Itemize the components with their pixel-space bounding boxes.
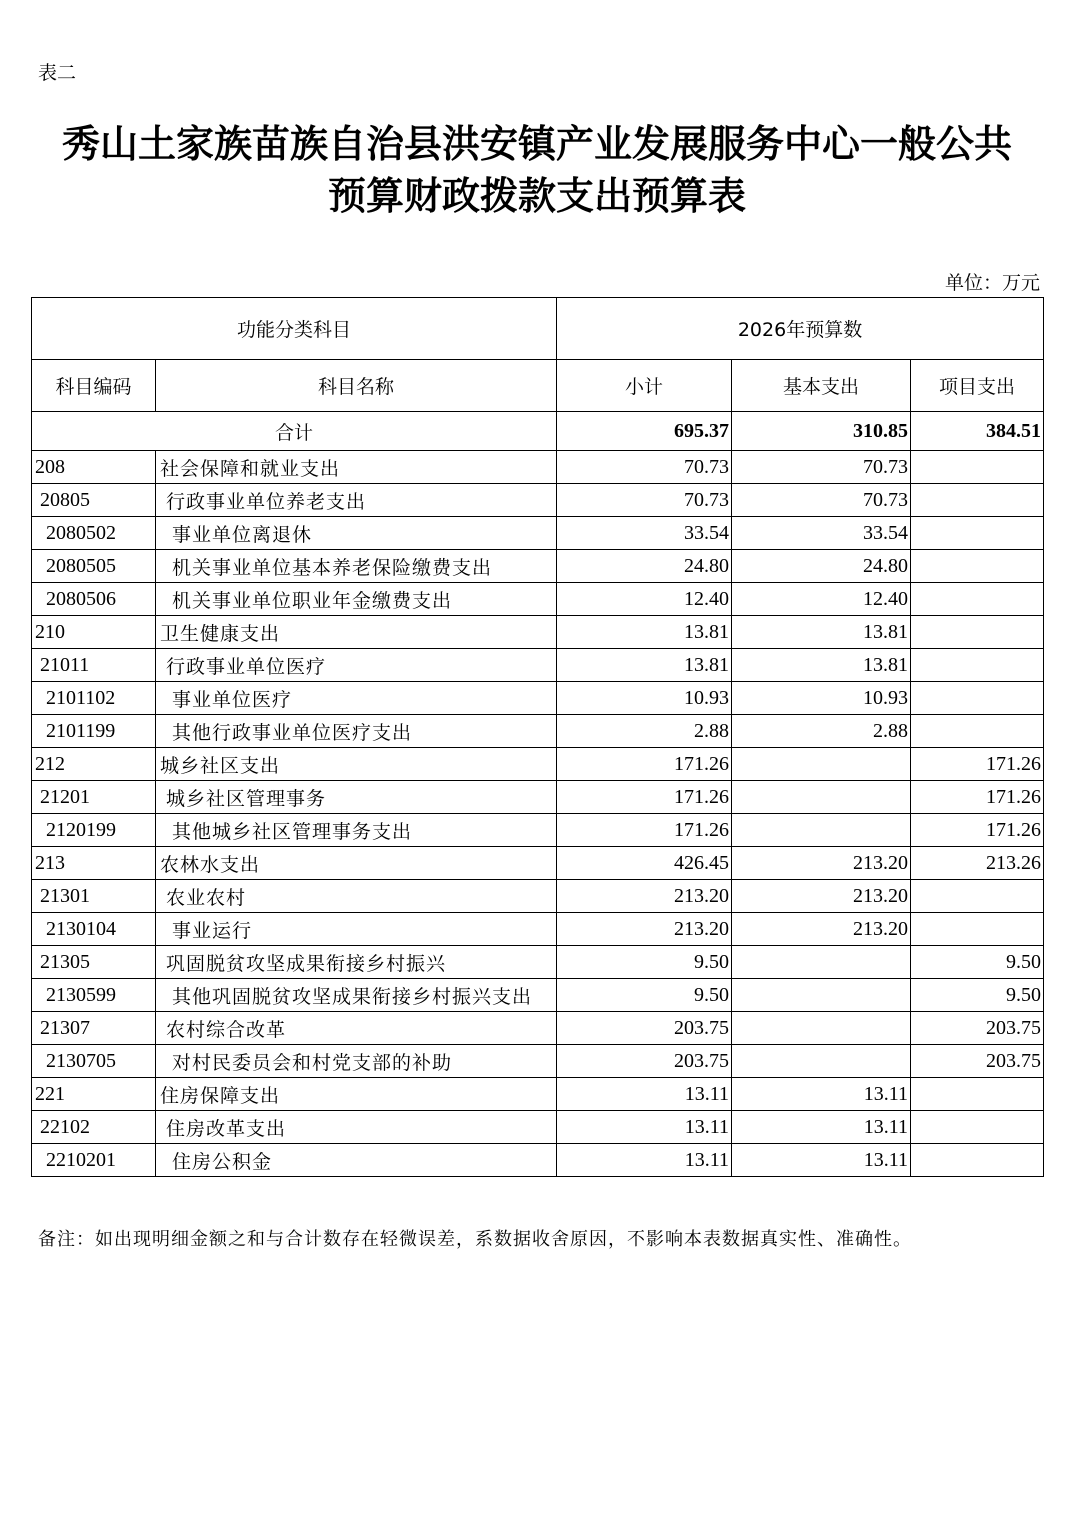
total-subtotal: 695.37: [557, 412, 732, 451]
row-code: 2080502: [32, 517, 156, 550]
row-name: 事业单位医疗: [156, 682, 557, 715]
row-name: 农林水支出: [156, 847, 557, 880]
header-budget-year: 2026年预算数: [557, 298, 1044, 360]
table-row: [32, 550, 1044, 583]
row-basic: 213.20: [732, 847, 911, 880]
row-subtotal: 9.50: [557, 979, 732, 1012]
row-subtotal: 33.54: [557, 517, 732, 550]
table-row: [32, 583, 1044, 616]
budget-table: [31, 297, 1044, 1177]
row-subtotal: 171.26: [557, 748, 732, 781]
row-subtotal: 203.75: [557, 1045, 732, 1078]
row-subtotal: 13.81: [557, 649, 732, 682]
row-code: 21011: [32, 649, 156, 682]
row-code: 2210201: [32, 1144, 156, 1177]
row-name: 行政事业单位养老支出: [156, 484, 557, 517]
row-subtotal: 24.80: [557, 550, 732, 583]
table-row: [32, 1078, 1044, 1111]
row-code: 21301: [32, 880, 156, 913]
row-code: 21305: [32, 946, 156, 979]
table-row: [32, 715, 1044, 748]
row-name: 机关事业单位基本养老保险缴费支出: [156, 550, 557, 583]
row-project: [911, 550, 1044, 583]
total-basic: 310.85: [732, 412, 911, 451]
row-project: [911, 451, 1044, 484]
table-row: [32, 880, 1044, 913]
row-subtotal: 70.73: [557, 451, 732, 484]
row-project: [911, 880, 1044, 913]
row-name: 城乡社区管理事务: [156, 781, 557, 814]
footnote: 备注：如出现明细金额之和与合计数存在轻微误差，系数据收舍原因，不影响本表数据真实性、准确性。: [38, 1229, 912, 1250]
row-basic: 33.54: [732, 517, 911, 550]
row-name: 其他行政事业单位医疗支出: [156, 715, 557, 748]
unit-label: 单位：万元: [944, 272, 1040, 294]
title-line-1: 秀山土家族苗族自治县洪安镇产业发展服务中心一般公共: [61, 121, 1012, 166]
row-code: 21307: [32, 1012, 156, 1045]
row-name: 农村综合改革: [156, 1012, 557, 1045]
total-project: 384.51: [911, 412, 1044, 451]
row-subtotal: 171.26: [557, 814, 732, 847]
row-basic: 13.11: [732, 1144, 911, 1177]
row-subtotal: 213.20: [557, 913, 732, 946]
row-code: 2101199: [32, 715, 156, 748]
table-row: [32, 451, 1044, 484]
header-name: 科目名称: [156, 360, 557, 412]
header-code: 科目编码: [32, 360, 156, 412]
table-row: [32, 682, 1044, 715]
row-code: 213: [32, 847, 156, 880]
row-project: 9.50: [911, 979, 1044, 1012]
row-basic: 70.73: [732, 451, 911, 484]
total-row: [32, 412, 1044, 451]
row-project: [911, 649, 1044, 682]
title-line-2: 预算财政拨款支出预算表: [327, 173, 746, 218]
header-subtotal: 小计: [557, 360, 732, 412]
row-basic: 13.11: [732, 1111, 911, 1144]
row-project: 213.26: [911, 847, 1044, 880]
row-subtotal: 213.20: [557, 880, 732, 913]
row-project: 203.75: [911, 1045, 1044, 1078]
row-name: 对村民委员会和村党支部的补助: [156, 1045, 557, 1078]
table-row: [32, 1045, 1044, 1078]
row-subtotal: 13.11: [557, 1078, 732, 1111]
row-name: 农业农村: [156, 880, 557, 913]
row-basic: [732, 979, 911, 1012]
row-basic: 213.20: [732, 913, 911, 946]
row-basic: [732, 748, 911, 781]
row-name: 行政事业单位医疗: [156, 649, 557, 682]
row-code: 210: [32, 616, 156, 649]
row-name: 其他城乡社区管理事务支出: [156, 814, 557, 847]
row-project: 203.75: [911, 1012, 1044, 1045]
table-row: [32, 913, 1044, 946]
row-basic: [732, 946, 911, 979]
row-code: 221: [32, 1078, 156, 1111]
row-code: 212: [32, 748, 156, 781]
table-row: [32, 946, 1044, 979]
row-code: 2130104: [32, 913, 156, 946]
row-name: 住房改革支出: [156, 1111, 557, 1144]
row-project: 171.26: [911, 781, 1044, 814]
row-basic: 2.88: [732, 715, 911, 748]
row-subtotal: 13.11: [557, 1144, 732, 1177]
table-label: 表二: [38, 62, 77, 84]
row-basic: 12.40: [732, 583, 911, 616]
table-row: [32, 781, 1044, 814]
table-row: [32, 517, 1044, 550]
row-code: 2101102: [32, 682, 156, 715]
row-project: [911, 484, 1044, 517]
table-row: [32, 814, 1044, 847]
row-name: 住房公积金: [156, 1144, 557, 1177]
row-project: [911, 1078, 1044, 1111]
row-project: [911, 517, 1044, 550]
row-name: 巩固脱贫攻坚成果衔接乡村振兴: [156, 946, 557, 979]
row-basic: 13.81: [732, 616, 911, 649]
row-project: [911, 682, 1044, 715]
table-row: [32, 649, 1044, 682]
row-basic: 24.80: [732, 550, 911, 583]
row-name: 城乡社区支出: [156, 748, 557, 781]
row-subtotal: 10.93: [557, 682, 732, 715]
table-row: [32, 616, 1044, 649]
row-name: 事业运行: [156, 913, 557, 946]
row-project: [911, 715, 1044, 748]
row-project: [911, 1111, 1044, 1144]
row-basic: 13.81: [732, 649, 911, 682]
row-basic: [732, 814, 911, 847]
row-code: 2130599: [32, 979, 156, 1012]
header-functional-category: 功能分类科目: [32, 298, 557, 360]
row-name: 住房保障支出: [156, 1078, 557, 1111]
row-code: 208: [32, 451, 156, 484]
row-subtotal: 12.40: [557, 583, 732, 616]
row-subtotal: 2.88: [557, 715, 732, 748]
row-project: [911, 1144, 1044, 1177]
row-project: 9.50: [911, 946, 1044, 979]
row-subtotal: 13.11: [557, 1111, 732, 1144]
row-basic: 213.20: [732, 880, 911, 913]
row-basic: [732, 781, 911, 814]
table-row: [32, 748, 1044, 781]
row-project: [911, 616, 1044, 649]
row-code: 2080505: [32, 550, 156, 583]
row-subtotal: 426.45: [557, 847, 732, 880]
row-code: 21201: [32, 781, 156, 814]
table-row: [32, 1012, 1044, 1045]
row-basic: [732, 1012, 911, 1045]
page-title: [0, 118, 1074, 222]
row-code: 20805: [32, 484, 156, 517]
row-name: 其他巩固脱贫攻坚成果衔接乡村振兴支出: [156, 979, 557, 1012]
table-row: [32, 1144, 1044, 1177]
table-row: [32, 979, 1044, 1012]
table-row: [32, 484, 1044, 517]
row-basic: 13.11: [732, 1078, 911, 1111]
row-basic: 70.73: [732, 484, 911, 517]
header-row-1: [32, 298, 1044, 360]
table-row: [32, 1111, 1044, 1144]
table-row: [32, 847, 1044, 880]
row-code: 2080506: [32, 583, 156, 616]
header-basic: 基本支出: [732, 360, 911, 412]
total-label: 合计: [32, 412, 557, 451]
row-basic: [732, 1045, 911, 1078]
row-code: 22102: [32, 1111, 156, 1144]
row-subtotal: 70.73: [557, 484, 732, 517]
row-project: [911, 583, 1044, 616]
row-project: [911, 913, 1044, 946]
row-name: 社会保障和就业支出: [156, 451, 557, 484]
row-subtotal: 203.75: [557, 1012, 732, 1045]
row-subtotal: 171.26: [557, 781, 732, 814]
row-project: 171.26: [911, 748, 1044, 781]
header-project: 项目支出: [911, 360, 1044, 412]
header-row-2: [32, 360, 1044, 412]
row-name: 卫生健康支出: [156, 616, 557, 649]
row-code: 2130705: [32, 1045, 156, 1078]
row-name: 事业单位离退休: [156, 517, 557, 550]
row-subtotal: 13.81: [557, 616, 732, 649]
row-name: 机关事业单位职业年金缴费支出: [156, 583, 557, 616]
row-project: 171.26: [911, 814, 1044, 847]
row-basic: 10.93: [732, 682, 911, 715]
row-code: 2120199: [32, 814, 156, 847]
row-subtotal: 9.50: [557, 946, 732, 979]
